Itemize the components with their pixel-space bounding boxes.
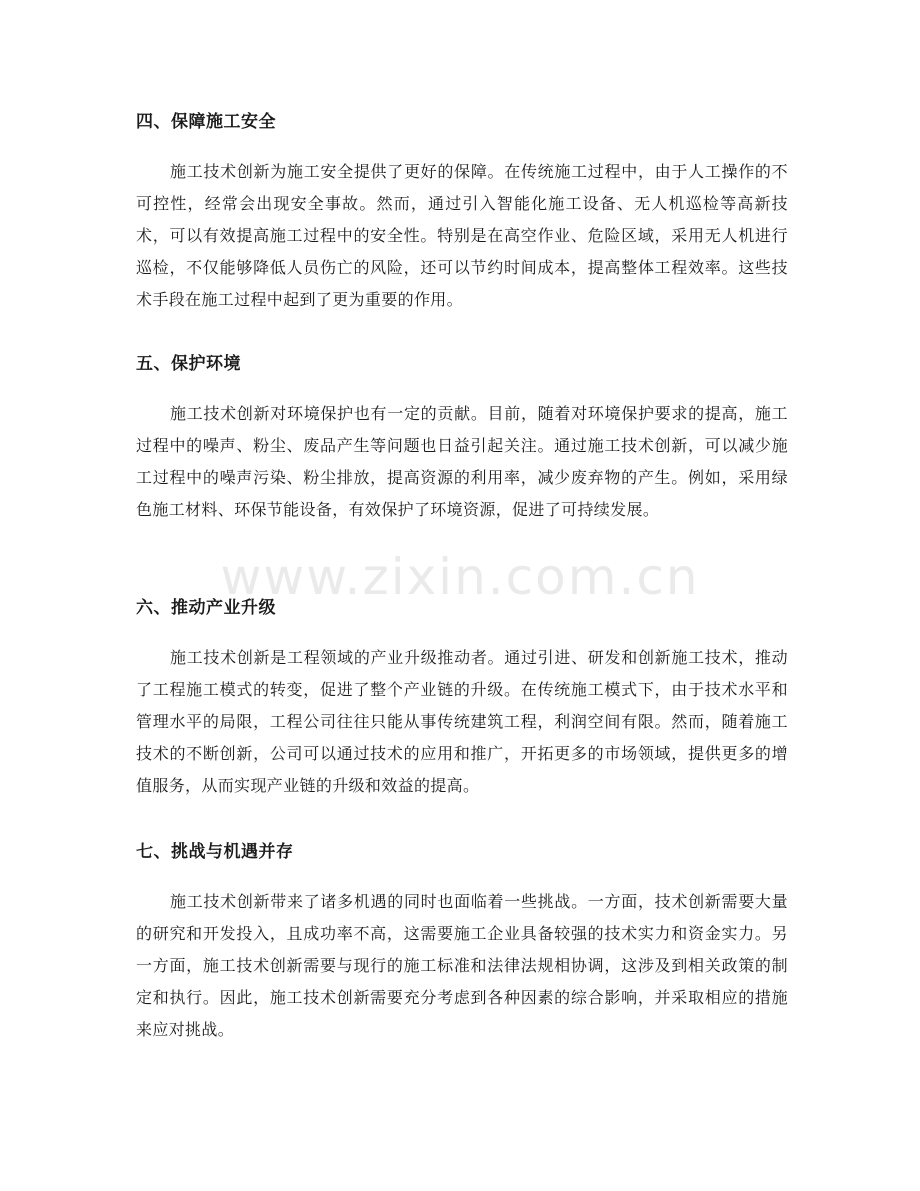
- section-industry-upgrade: [136, 596, 788, 802]
- section-heading: 七、挑战与机遇并存: [136, 842, 294, 862]
- section-heading: 五、保护环境: [136, 354, 241, 374]
- section-challenges: [136, 840, 788, 1046]
- section-paragraph: 施工技术创新是工程领域的产业升级推动者。通过引进、研发和创新施工技术，推动了工程施工模式的转变，促进了整个产业链的升级。在传统施工模式下，由于技术水平和管理水平的局限，工程公司往往只能从事传统建筑工程，利润空间有限。然而，随着施工技术的不断创新，公司可以通过技术的应用和推广，开拓更多的市场领域，提供更多的增值服务，从而实现产业链的升级和效益的提高。: [136, 648, 788, 795]
- section-environment: [136, 352, 788, 526]
- section-safety: [136, 110, 788, 316]
- section-heading: 四、保障施工安全: [136, 112, 276, 132]
- section-paragraph: 施工技术创新对环境保护也有一定的贡献。目前，随着对环境保护要求的提高，施工过程中的噪声、粉尘、废品产生等问题也日益引起关注。通过施工技术创新，可以减少施工过程中的噪声污染、粉尘排放，提高资源的利用率，减少废弃物的产生。例如，采用绿色施工材料、环保节能设备，有效保护了环境资源，促进了可持续发展。: [136, 404, 788, 519]
- section-paragraph: 施工技术创新带来了诸多机遇的同时也面临着一些挑战。一方面，技术创新需要大量的研究和开发投入，且成功率不高，这需要施工企业具备较强的技术实力和资金实力。另一方面，施工技术创新需要与现行的施工标准和法律法规相协调，这涉及到相关政策的制定和执行。因此，施工技术创新需要充分考虑到各种因素的综合影响，并采取相应的措施来应对挑战。: [136, 892, 788, 1039]
- section-heading: 六、推动产业升级: [136, 598, 276, 618]
- section-paragraph: 施工技术创新为施工安全提供了更好的保障。在传统施工过程中，由于人工操作的不可控性，经常会出现安全事故。然而，通过引入智能化施工设备、无人机巡检等高新技术，可以有效提高施工过程中的安全性。特别是在高空作业、危险区域，采用无人机进行巡检，不仅能够降低人员伤亡的风险，还可以节约时间成本，提高整体工程效率。这些技术手段在施工过程中起到了更为重要的作用。: [136, 162, 788, 309]
- watermark: www.zixin.com.cn: [220, 548, 700, 606]
